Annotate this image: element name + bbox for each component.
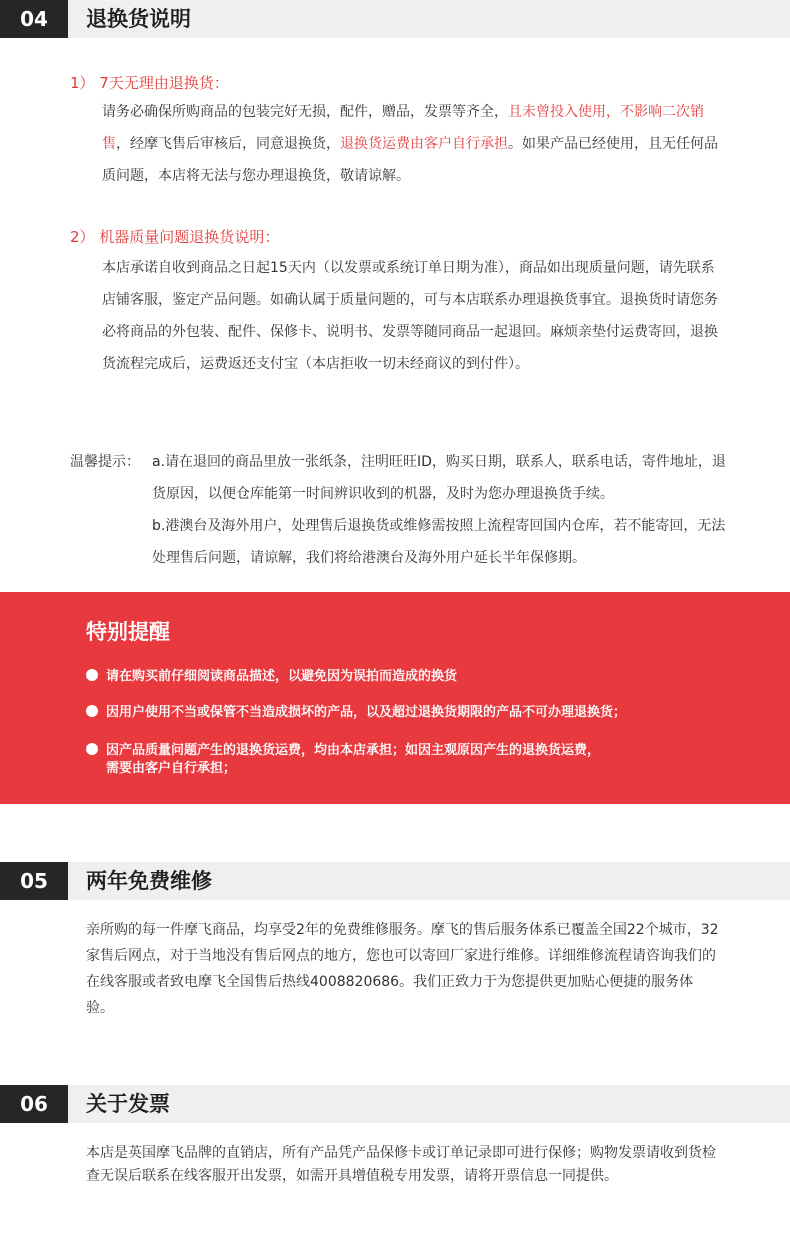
tips-label: 温馨提示：: [70, 454, 140, 470]
item1-highlight-1: 且未曾投入使用，不影响二次销售: [102, 104, 704, 152]
banner-title: 特别提醒: [86, 620, 170, 644]
section-number: 04: [0, 0, 68, 38]
section-05-header: [0, 862, 790, 900]
section-title: 关于发票: [86, 1092, 170, 1116]
reminder-text: 请在购买前仔细阅读商品描述，以避免因为误拍而造成的换货: [106, 669, 458, 684]
item1-highlight-2: 退换货运费由客户自行承担: [340, 136, 508, 152]
item1-text: [102, 96, 722, 192]
item1-heading: 1） 7天无理由退换货：: [70, 74, 229, 92]
tips-body: [152, 446, 732, 574]
item1-text-part1: 请务必确保所购商品的包装完好无损，配件，赠品，发票等齐全，: [102, 104, 508, 120]
section-number: 06: [0, 1085, 68, 1123]
reminder-item: [86, 668, 457, 686]
warranty-text: 亲所购的每一件摩飞商品，均享受2年的免费维修服务。摩飞的售后服务体系已覆盖全国22个城市，32家售后网点，对于当地没有售后网点的地方，您也可以寄回厂家进行维修。详细维修流程请咨询我们的在线客服或者致电摩飞全国售后热线4008820686。我们正致力于为您提供更加贴心便捷的服务体验。: [86, 922, 719, 1016]
tip-b: b.港澳台及海外用户，处理售后退换货或维修需按照上流程寄回国内仓库，若不能寄回，无法处理售后问题，请谅解，我们将给港澳台及海外用户延长半年保修期。: [152, 518, 726, 566]
bullet-icon: [86, 705, 98, 717]
section-number: 05: [0, 862, 68, 900]
reminder-line: 因产品质量问题产生的退换货运费，均由本店承担；如因主观原因产生的退换货运费，: [106, 743, 601, 758]
section-04-header: [0, 0, 790, 38]
item2-heading: 2） 机器质量问题退换货说明：: [70, 228, 280, 246]
reminder-item: [86, 742, 600, 778]
tip-a: a.请在退回的商品里放一张纸条，注明旺旺ID，购买日期，联系人，联系电话，寄件地址，退货原因，以便仓库能第一时间辨识收到的机器，及时为您办理退换货手续。: [152, 454, 726, 502]
reminder-item: [86, 704, 626, 722]
item1-text-part3: 。如果产品已经使用，且无任何品质问题，本店将无法与您办理退换货，敬请谅解。: [102, 136, 718, 184]
bullet-icon: [86, 743, 98, 755]
reminder-text: 因用户使用不当或保管不当造成损坏的产品，以及超过退换货期限的产品不可办理退换货；: [106, 705, 627, 720]
item1-text-part2: ，经摩飞售后审核后，同意退换货，: [116, 136, 340, 152]
section-title: 退换货说明: [86, 7, 191, 31]
section-06-header: [0, 1085, 790, 1123]
reminder-line: 需要由客户自行承担；: [106, 761, 237, 776]
special-reminder-banner: [0, 592, 790, 804]
section-title: 两年免费维修: [86, 869, 212, 893]
invoice-text: 本店是英国摩飞品牌的直销店，所有产品凭产品保修卡或订单记录即可进行保修；购物发票请收到货检查无误后联系在线客服开出发票，如需开具增值税专用发票，请将开票信息一同提供。: [86, 1145, 716, 1184]
bullet-icon: [86, 669, 98, 681]
reminder-text: [106, 742, 600, 778]
item2-text: 本店承诺自收到商品之日起15天内（以发票或系统订单日期为准），商品如出现质量问题，请先联系店铺客服，鉴定产品问题。如确认属于质量问题的，可与本店联系办理退换货事宜。退换货时请您务必将商品的外包装、配件、保修卡、说明书、发票等随同商品一起退回。麻烦亲垫付运费寄回，退换货流程完成后，运费返还支付宝（本店拒收一切未经商议的到付件）。: [102, 260, 718, 372]
